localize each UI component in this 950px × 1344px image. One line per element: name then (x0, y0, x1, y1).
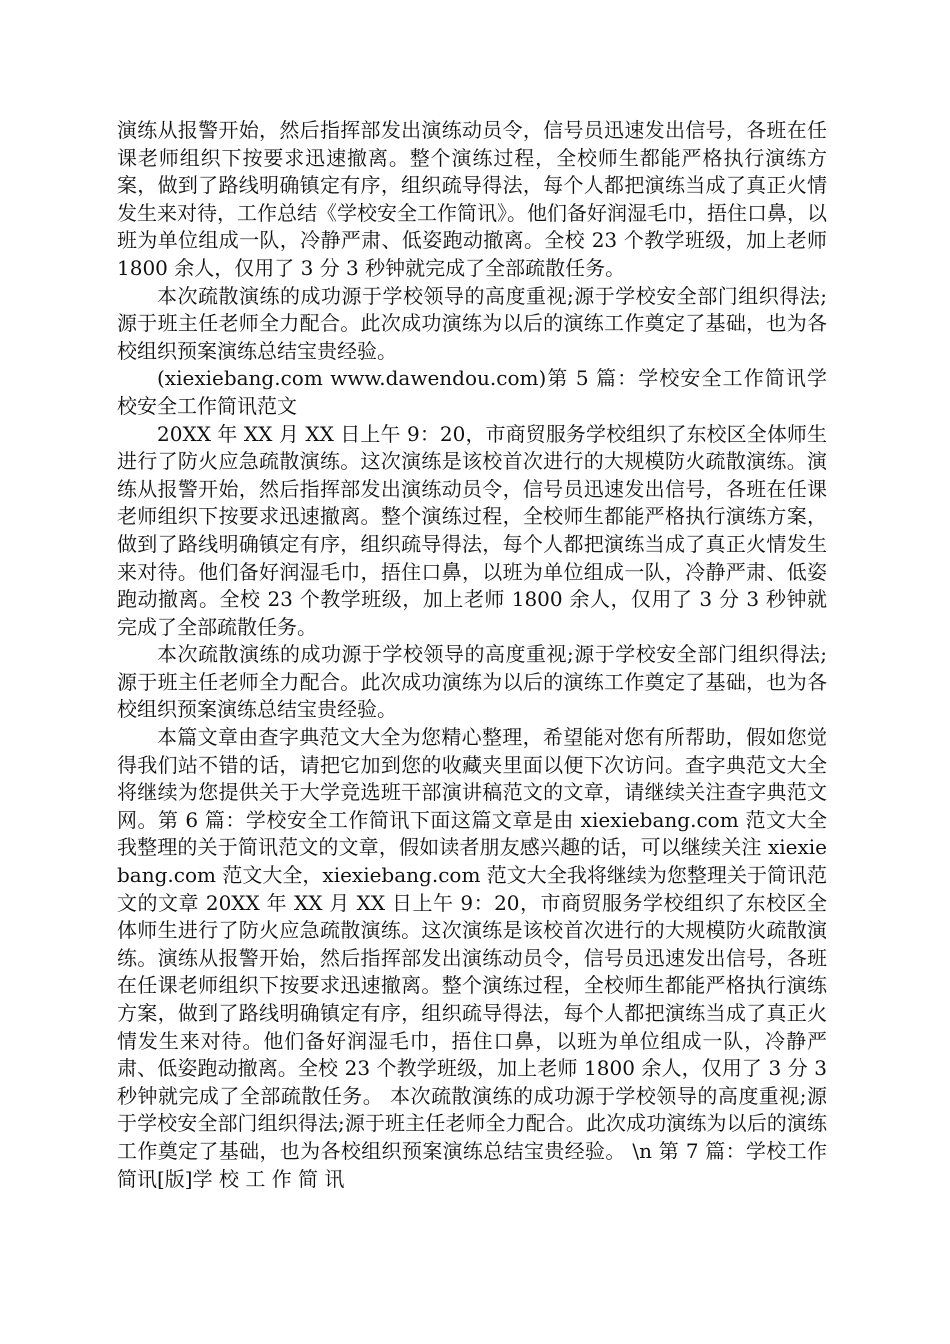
paragraph-1: 演练从报警开始，然后指挥部发出演练动员令，信号员迅速发出信号，各班在任课老师组织下按要求迅速撤离。整个演练过程，全校师生都能严格执行演练方案，做到了路线明确镇定有序，组织疏导得法，每个人都把演练当成了真正火情发生来对待，工作总结《学校安全工作简讯》。他们备好润湿毛巾，捂住口鼻，以班为单位组成一队，冷静严肃、低姿跑动撤离。全校 23 个教学班级，加上老师 1800 余人，仅用了 3 分 3 秒钟就完成了全部疏散任务。 (117, 118, 827, 280)
paragraph-5: 本次疏散演练的成功源于学校领导的高度重视;源于学校安全部门组织得法;源于班主任老师全力配合。此次成功演练为以后的演练工作奠定了基础，也为各校组织预案演练总结宝贵经验。 (117, 642, 827, 722)
paragraph-4: 20XX 年 XX 月 XX 日上午 9：20，市商贸服务学校组织了东校区全体师生进行了防火应急疏散演练。这次演练是该校首次进行的大规模防火疏散演练。演练从报警开始，然后指挥部发出演练动员令，信号员迅速发出信号，各班在任课老师组织下按要求迅速撤离。整个演练过程，全校师生都能严格执行演练方案，做到了路线明确镇定有序，组织疏导得法，每个人都把演练当成了真正火情发生来对待。他们备好润湿毛巾，捂住口鼻，以班为单位组成一队，冷静严肃、低姿跑动撤离。全校 23 个教学班级，加上老师 1800 余人，仅用了 3 分 3 秒钟就完成了全部疏散任务。 (117, 421, 827, 639)
paragraph-3-section-heading: (xiexiebang.com www.dawendou.com)第 5 篇：学校安全工作简讯学校安全工作简讯范文 (117, 366, 827, 418)
paragraph-6: 本篇文章由查字典范文大全为您精心整理，希望能对您有所帮助，假如您觉得我们站不错的话，请把它加到您的收藏夹里面以便下次访问。查字典范文大全将继续为您提供关于大学竞选班干部演讲稿范文的文章，请继续关注查字典范文网。第 6 篇：学校安全工作简讯下面这篇文章是由 xiexiebang.com 范文大全我整理的关于简讯范文的文章，假如读者朋友感兴趣的话，可以继续关注 xiexiebang.com 范文大全，xiexiebang.com 范文大全我将继续为您整理关于简讯范文的文章 20XX 年 XX 月 XX 日上午 9：20，市商贸服务学校组织了东校区全体师生进行了防火应急疏散演练。这次演练是该校首次进行的大规模防火疏散演练。演练从报警开始，然后指挥部发出演练动员令，信号员迅速发出信号，各班在任课老师组织下按要求迅速撤离。整个演练过程，全校师生都能严格执行演练方案，做到了路线明确镇定有序，组织疏导得法，每个人都把演练当成了真正火情发生来对待。他们备好润湿毛巾，捂住口鼻，以班为单位组成一队，冷静严肃、低姿跑动撤离。全校 23 个教学班级，加上老师 1800 余人，仅用了 3 分 3 秒钟就完成了全部疏散任务。 本次疏散演练的成功源于学校领导的高度重视;源于学校安全部门组织得法;源于班主任老师全力配合。此次成功演练为以后的演练工作奠定了基础，也为各校组织预案演练总结宝贵经验。 \n 第 7 篇：学校工作简讯[版]学 校 工 作 简 讯 (117, 725, 827, 1191)
document-body (117, 117, 827, 1193)
paragraph-2: 本次疏散演练的成功源于学校领导的高度重视;源于学校安全部门组织得法;源于班主任老师全力配合。此次成功演练为以后的演练工作奠定了基础，也为各校组织预案演练总结宝贵经验。 (117, 283, 827, 363)
